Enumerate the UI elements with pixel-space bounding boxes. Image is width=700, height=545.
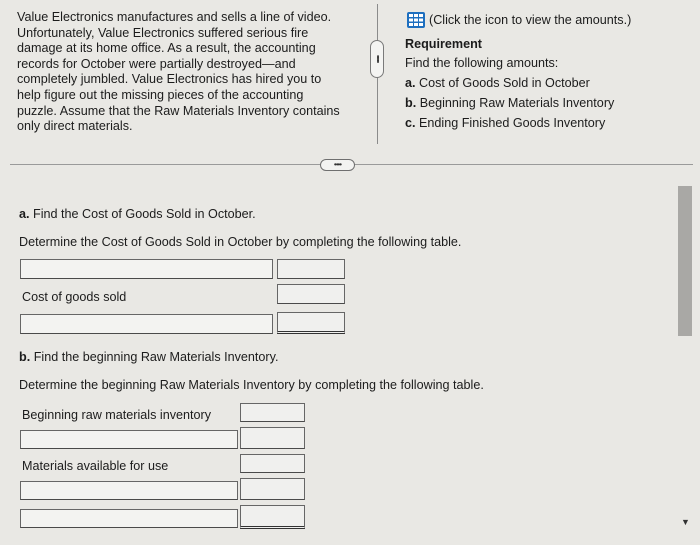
beginning-raw-materials-amount-input[interactable] [240,403,305,422]
item-text: Beginning Raw Materials Inventory [419,96,615,110]
part-a-letter: a. [19,207,30,221]
scroll-down-arrow-icon[interactable]: ▼ [681,517,690,527]
table-icon[interactable] [407,12,425,28]
panel-resize-handle[interactable]: ••••• [370,40,384,78]
part-a-row1-label-input[interactable] [20,259,273,279]
problem-line: Value Electronics manufactures and sells a line of video. [17,10,332,24]
part-b-heading-text: Find the beginning Raw Materials Inventory. [33,350,279,364]
problem-line: damage at its home office. As a result, the accounting [17,41,316,56]
cost-of-goods-sold-amount-input[interactable] [277,284,345,304]
problem-line: help figure out the missing pieces of the accounting [17,87,304,102]
part-b-row2-amount-input[interactable] [240,427,305,449]
problem-line: completely jumbled. Value Electronics has hired you to [17,72,322,87]
materials-available-amount-input[interactable] [240,454,305,473]
requirement-title: Requirement [405,37,482,51]
requirement-item-b [405,95,695,111]
beginning-raw-materials-label: Beginning raw materials inventory [22,408,211,422]
part-b-total-amount-input[interactable] [240,505,305,529]
part-a-row1-amount-input[interactable] [277,259,345,279]
part-b-row2-label-input[interactable] [20,430,238,449]
item-text: Ending Finished Goods Inventory [419,116,606,130]
expand-more-button[interactable]: •••• [320,159,355,171]
part-a-instruction: Determine the Cost of Goods Sold in October by completing the following table. [19,235,462,249]
part-a-total-amount-input[interactable] [277,312,345,334]
cost-of-goods-sold-label: Cost of goods sold [22,290,127,304]
part-b-row5-label-input[interactable] [20,509,238,528]
problem-line: puzzle. Assume that the Raw Materials Inventory contains [17,103,340,118]
part-b-heading [19,350,278,365]
item-text: Cost of Goods Sold in October [419,76,590,90]
requirement-item-c [405,115,695,131]
part-a-heading [19,207,256,222]
view-amounts-text[interactable]: (Click the icon to view the amounts.) [429,13,632,27]
scrollbar-thumb[interactable] [678,186,692,336]
requirement-item-a [405,75,695,91]
materials-available-label: Materials available for use [22,459,169,473]
item-letter: a. [405,76,416,90]
requirement-panel [405,12,695,131]
problem-line: records for October were partially destroyed—and [17,56,296,71]
item-letter: b. [405,96,417,110]
part-b-letter: b. [19,350,31,364]
problem-statement [17,10,357,135]
item-letter: c. [405,116,416,130]
part-b-row4-amount-input[interactable] [240,478,305,500]
part-a-row3-label-input[interactable] [20,314,273,334]
problem-line: Unfortunately, Value Electronics suffered serious fire [17,25,309,40]
part-b-row4-label-input[interactable] [20,481,238,500]
requirement-intro: Find the following amounts: [405,56,559,70]
view-amounts-link[interactable] [407,12,695,28]
part-b-instruction: Determine the beginning Raw Materials Inventory by completing the following table. [19,378,484,392]
part-a-heading-text: Find the Cost of Goods Sold in October. [33,207,256,221]
problem-line: only direct materials. [17,119,133,134]
